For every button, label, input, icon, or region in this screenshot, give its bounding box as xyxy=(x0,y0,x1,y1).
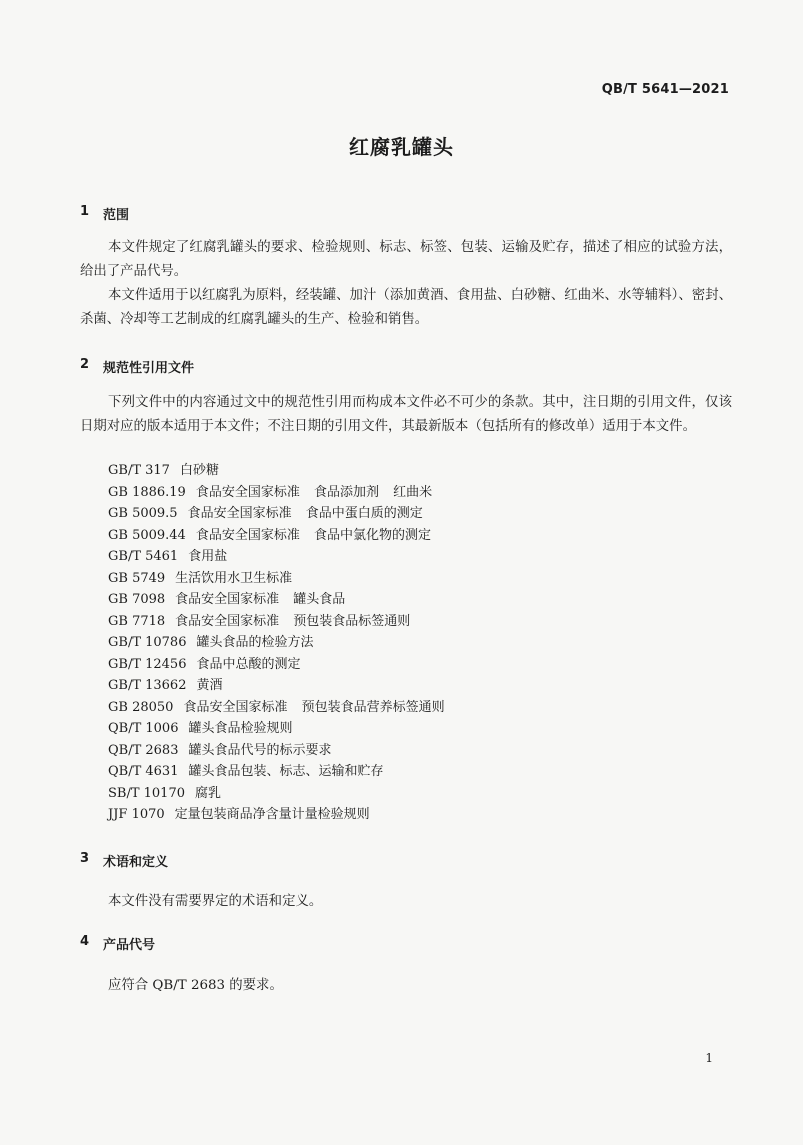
section-title: 规范性引用文件 xyxy=(103,361,195,376)
reference-title: 罐头食品检验规则 xyxy=(188,721,293,736)
reference-item xyxy=(108,632,445,654)
document-title: 红腐乳罐头 xyxy=(349,135,454,159)
terms-text: 本文件没有需要界定的术语和定义。 xyxy=(108,894,323,909)
reference-title: 罐头食品包装、标志、运输和贮存 xyxy=(188,764,384,779)
reference-item xyxy=(108,654,445,676)
reference-item xyxy=(108,697,445,719)
reference-title: 食品安全国家标准 食品添加剂 红曲米 xyxy=(195,484,433,500)
standard-code: QB/T 5641—2021 xyxy=(601,82,729,97)
reference-title: 食用盐 xyxy=(188,549,228,564)
section-number: 2 xyxy=(80,357,90,372)
scope-paragraph-2: 本文件适用于以红腐乳为原料，经装罐、加汁（添加黄酒、食用盐、白砂糖、红曲米、水等辅料）、密封、杀菌、冷却等工艺制成的红腐乳罐头的生产、检验和销售。 xyxy=(80,288,732,327)
scope-paragraph-1: 本文件规定了红腐乳罐头的要求、检验规则、标志、标签、包装、运输及贮存，描述了相应的试验方法，给出了产品代号。 xyxy=(80,240,732,279)
reference-code: GB 5749 xyxy=(108,570,166,586)
reference-code: GB/T 317 xyxy=(108,463,170,478)
reference-code: GB/T 10786 xyxy=(108,635,187,650)
section-2-heading xyxy=(80,357,194,376)
reference-title: 食品中总酸的测定 xyxy=(196,656,301,672)
reference-code: QB/T 1006 xyxy=(108,721,179,736)
reference-item xyxy=(108,804,445,826)
reference-title: 生活饮用水卫生标准 xyxy=(175,570,293,586)
section-3-heading xyxy=(80,851,168,870)
reference-title: 定量包装商品净含量计量检验规则 xyxy=(174,807,370,822)
reference-title: 食品安全国家标准 预包装食品标签通则 xyxy=(175,613,411,629)
reference-title: 罐头食品代号的标示要求 xyxy=(188,742,332,758)
reference-item xyxy=(108,761,445,783)
reference-item xyxy=(108,675,445,697)
reference-code: GB 7718 xyxy=(108,613,166,629)
section-number: 1 xyxy=(80,204,90,219)
section-4-heading xyxy=(80,934,155,953)
reference-code: GB 5009.44 xyxy=(108,527,186,543)
reference-item xyxy=(108,568,445,590)
section-number: 4 xyxy=(80,934,90,949)
reference-title: 食品安全国家标准 食品中蛋白质的测定 xyxy=(187,506,423,521)
reference-code: SB/T 10170 xyxy=(108,785,185,801)
reference-list xyxy=(108,460,445,826)
section-title: 产品代号 xyxy=(103,938,156,953)
reference-code: GB/T 5461 xyxy=(108,549,179,564)
normative-refs-intro: 下列文件中的内容通过文中的规范性引用而构成本文件必不可少的条款。其中，注日期的引用文件，仅该日期对应的版本适用于本文件；不注日期的引用文件，其最新版本（包括所有的修改单）适用于本文件。 xyxy=(80,395,732,434)
reference-title: 食品安全国家标准 食品中氯化物的测定 xyxy=(195,527,431,543)
reference-item xyxy=(108,482,445,504)
reference-code: QB/T 2683 xyxy=(108,742,179,758)
reference-title: 黄酒 xyxy=(196,678,223,693)
reference-code: GB 28050 xyxy=(108,699,174,715)
reference-item xyxy=(108,589,445,611)
reference-title: 食品安全国家标准 预包装食品营养标签通则 xyxy=(183,699,445,715)
reference-title: 腐乳 xyxy=(195,785,222,801)
reference-item xyxy=(108,718,445,740)
reference-code: GB 1886.19 xyxy=(108,484,186,500)
reference-code: QB/T 4631 xyxy=(108,764,179,779)
reference-title: 罐头食品的检验方法 xyxy=(196,635,314,650)
reference-item xyxy=(108,460,445,482)
reference-title: 白砂糖 xyxy=(179,463,219,478)
reference-code: JJF 1070 xyxy=(108,807,165,822)
section-title: 术语和定义 xyxy=(103,855,169,870)
page-number: 1 xyxy=(705,1051,713,1065)
reference-code: GB/T 12456 xyxy=(108,656,187,672)
section-1-heading xyxy=(80,204,129,223)
reference-item xyxy=(108,503,445,525)
reference-title: 食品安全国家标准 罐头食品 xyxy=(175,592,346,607)
reference-code: GB 7098 xyxy=(108,592,166,607)
reference-item xyxy=(108,611,445,633)
section-title: 范围 xyxy=(103,208,130,223)
reference-code: GB 5009.5 xyxy=(108,506,178,521)
product-code-text: 应符合 QB/T 2683 的要求。 xyxy=(108,978,283,993)
reference-item xyxy=(108,783,445,805)
reference-item xyxy=(108,525,445,547)
section-number: 3 xyxy=(80,851,90,866)
reference-code: GB/T 13662 xyxy=(108,678,187,693)
reference-item xyxy=(108,546,445,568)
reference-item xyxy=(108,740,445,762)
